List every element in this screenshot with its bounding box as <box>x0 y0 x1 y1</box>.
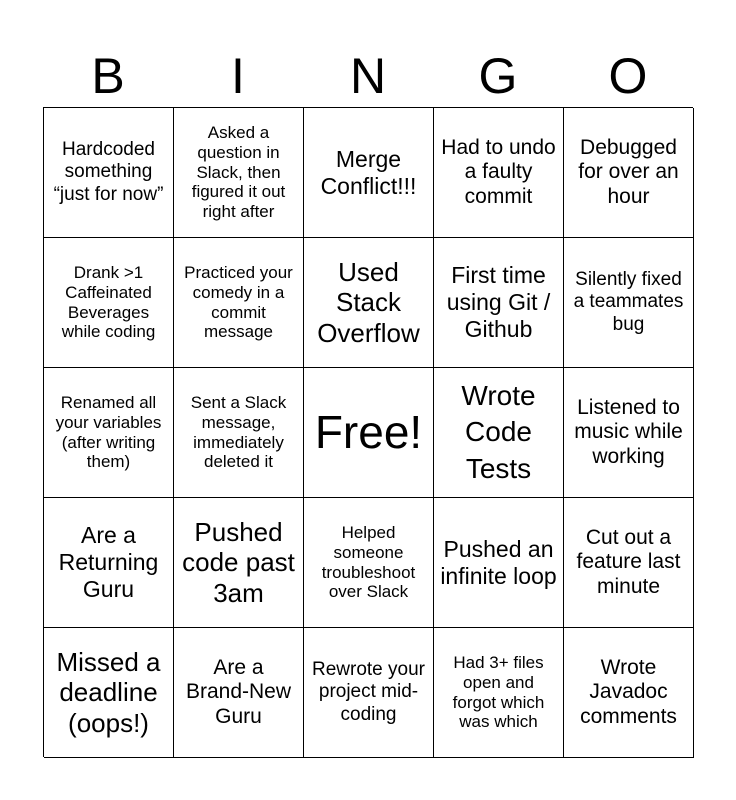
bingo-cell-javadoc[interactable]: Wrote Javadoc comments <box>564 628 694 758</box>
bingo-cell-comedy-commit[interactable]: Practiced your comedy in a commit message <box>174 238 304 368</box>
bingo-grid <box>43 107 693 757</box>
bingo-cell-asked-slack[interactable]: Asked a question in Slack, then figured it out right after <box>174 108 304 238</box>
bingo-cell-merge-conflict[interactable]: Merge Conflict!!! <box>304 108 434 238</box>
bingo-cell-renamed-variables[interactable]: Renamed all your variables (after writing them) <box>44 368 174 498</box>
bingo-cell-infinite-loop[interactable]: Pushed an infinite loop <box>434 498 564 628</box>
bingo-cell-pushed-3am[interactable]: Pushed code past 3am <box>174 498 304 628</box>
bingo-cell-caffeine[interactable]: Drank >1 Caffeinated Beverages while coding <box>44 238 174 368</box>
header-letter-b: B <box>91 48 125 104</box>
bingo-cell-undo-commit[interactable]: Had to undo a faulty commit <box>434 108 564 238</box>
bingo-cell-helped-slack[interactable]: Helped someone troubleshoot over Slack <box>304 498 434 628</box>
bingo-cell-debugged-hour[interactable]: Debugged for over an hour <box>564 108 694 238</box>
bingo-cell-stack-overflow[interactable]: Used Stack Overflow <box>304 238 434 368</box>
bingo-cell-cut-feature[interactable]: Cut out a feature last minute <box>564 498 694 628</box>
bingo-cell-files-open[interactable]: Had 3+ files open and forgot which was which <box>434 628 564 758</box>
bingo-cell-deleted-slack[interactable]: Sent a Slack message, immediately deleted it <box>174 368 304 498</box>
header-letter-g: G <box>478 48 518 104</box>
bingo-cell-new-guru[interactable]: Are a Brand-New Guru <box>174 628 304 758</box>
bingo-cell-fixed-teammate-bug[interactable]: Silently fixed a teammates bug <box>564 238 694 368</box>
bingo-cell-music[interactable]: Listened to music while working <box>564 368 694 498</box>
bingo-cell-returning-guru[interactable]: Are a Returning Guru <box>44 498 174 628</box>
bingo-header <box>43 46 693 106</box>
header-letter-o: O <box>608 48 648 104</box>
bingo-cell-free[interactable]: Free! <box>304 368 434 498</box>
header-letter-i: I <box>231 48 245 104</box>
bingo-cell-hardcoded[interactable]: Hardcoded something “just for now” <box>44 108 174 238</box>
bingo-cell-missed-deadline[interactable]: Missed a deadline (oops!) <box>44 628 174 758</box>
bingo-cell-code-tests[interactable]: Wrote Code Tests <box>434 368 564 498</box>
header-letter-n: N <box>349 48 387 104</box>
bingo-cell-rewrote-project[interactable]: Rewrote your project mid-coding <box>304 628 434 758</box>
bingo-cell-first-git[interactable]: First time using Git / Github <box>434 238 564 368</box>
